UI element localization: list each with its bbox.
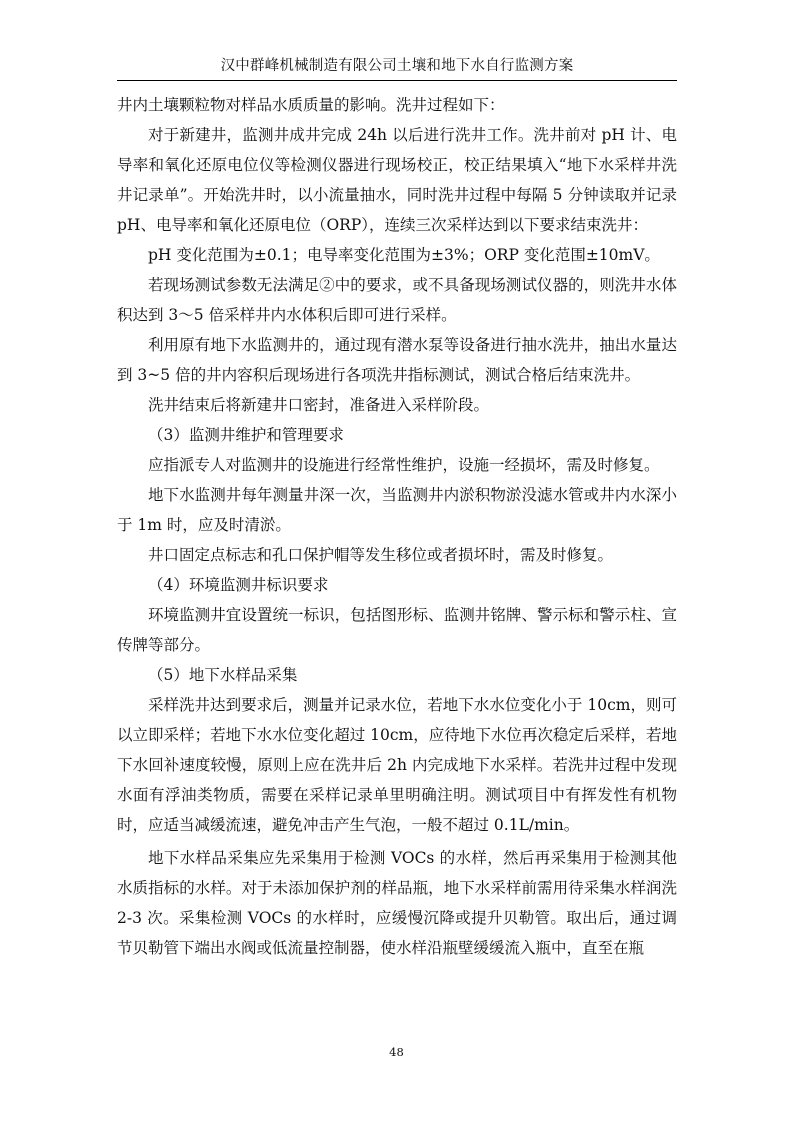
paragraph-new-well-washing: 对于新建井，监测井成井完成 24h 以后进行洗井工作。洗井前对 pH 计、电导率和氧化还原电位仪等检测仪器进行现场校正，校正结果填入“地下水采样井洗井记录单”。开始洗井时，以小流量抽水，同时洗井过程中每隔 5 分钟读取并记录 pH、电导率和氧化还原电位（ORP），连续三次采样达到以下要求结束洗井： <box>117 126 677 234</box>
paragraph-continuation: 井内土壤颗粒物对样品水质质量的影响。洗井过程如下： <box>117 96 505 114</box>
paragraph-criteria: pH 变化范围为±0.1；电导率变化范围为±3%；ORP 变化范围±10mV。 <box>148 246 660 264</box>
paragraph-seal: 洗井结束后将新建井口密封，准备进入采样阶段。 <box>148 396 490 414</box>
paragraph-well-depth: 地下水监测井每年测量井深一次，当监测井内淤积物淤没滤水管或井内水深小于 1m 时，应及时清淤。 <box>117 486 677 534</box>
section-heading-signage: （4）环境监测井标识要求 <box>148 576 329 594</box>
section-heading-maintenance: （3）监测井维护和管理要求 <box>148 426 344 444</box>
paragraph-well-cap: 井口固定点标志和孔口保护帽等发生移位或者损坏时，需及时修复。 <box>148 546 614 564</box>
paragraph-sampling-vocs: 地下水样品采集应先采集用于检测 VOCs 的水样，然后再采集用于检测其他水质指标的水样。对于未添加保护剂的样品瓶，地下水采样前需用待采集水样润洗 2-3 次。采集检测 VOCs 的水样时，应缓慢沉降或提升贝勒管。取出后，通过调节贝勒管下端出水阀或低流量控制器，使水样沿瓶壁缓缓流入瓶中，直至在瓶 <box>117 849 677 957</box>
document-body <box>117 90 677 963</box>
paragraph-sampling-water-level: 采样洗井达到要求后，测量并记录水位，若地下水水位变化小于 10cm，则可以立即采样；若地下水水位变化超过 10cm，应待地下水位再次稳定后采样，若地下水回补速度较慢，原则上应在洗井后 2h 内完成地下水采样。若洗井过程中发现水面有浮油类物质，需要在采样记录单里明确注明。测试项目中有挥发性有机物时，应适当减缓流速，避免冲击产生气泡，一般不超过 0.1L/min。 <box>117 696 677 834</box>
paragraph-no-instrument: 若现场测试参数无法满足②中的要求，或不具备现场测试仪器的，则洗井水体积达到 3～5 倍采样井内水体积后即可进行采样。 <box>117 276 677 324</box>
section-heading-sampling: （5）地下水样品采集 <box>148 666 298 684</box>
paragraph-existing-well: 利用原有地下水监测井的，通过现有潜水泵等设备进行抽水洗井，抽出水量达到 3~5 倍的井内容积后现场进行各项洗井指标测试，测试合格后结束洗井。 <box>117 336 677 384</box>
header-divider <box>117 80 677 81</box>
paragraph-maintenance-staff: 应指派专人对监测井的设施进行经常性维护，设施一经损坏，需及时修复。 <box>148 456 660 474</box>
paragraph-signage: 环境监测井宜设置统一标识，包括图形标、监测井铭牌、警示标和警示柱、宣传牌等部分。 <box>117 606 677 654</box>
page-number: 48 <box>389 1045 404 1059</box>
running-header: 汉中群峰机械制造有限公司土壤和地下水自行监测方案 <box>220 58 574 74</box>
